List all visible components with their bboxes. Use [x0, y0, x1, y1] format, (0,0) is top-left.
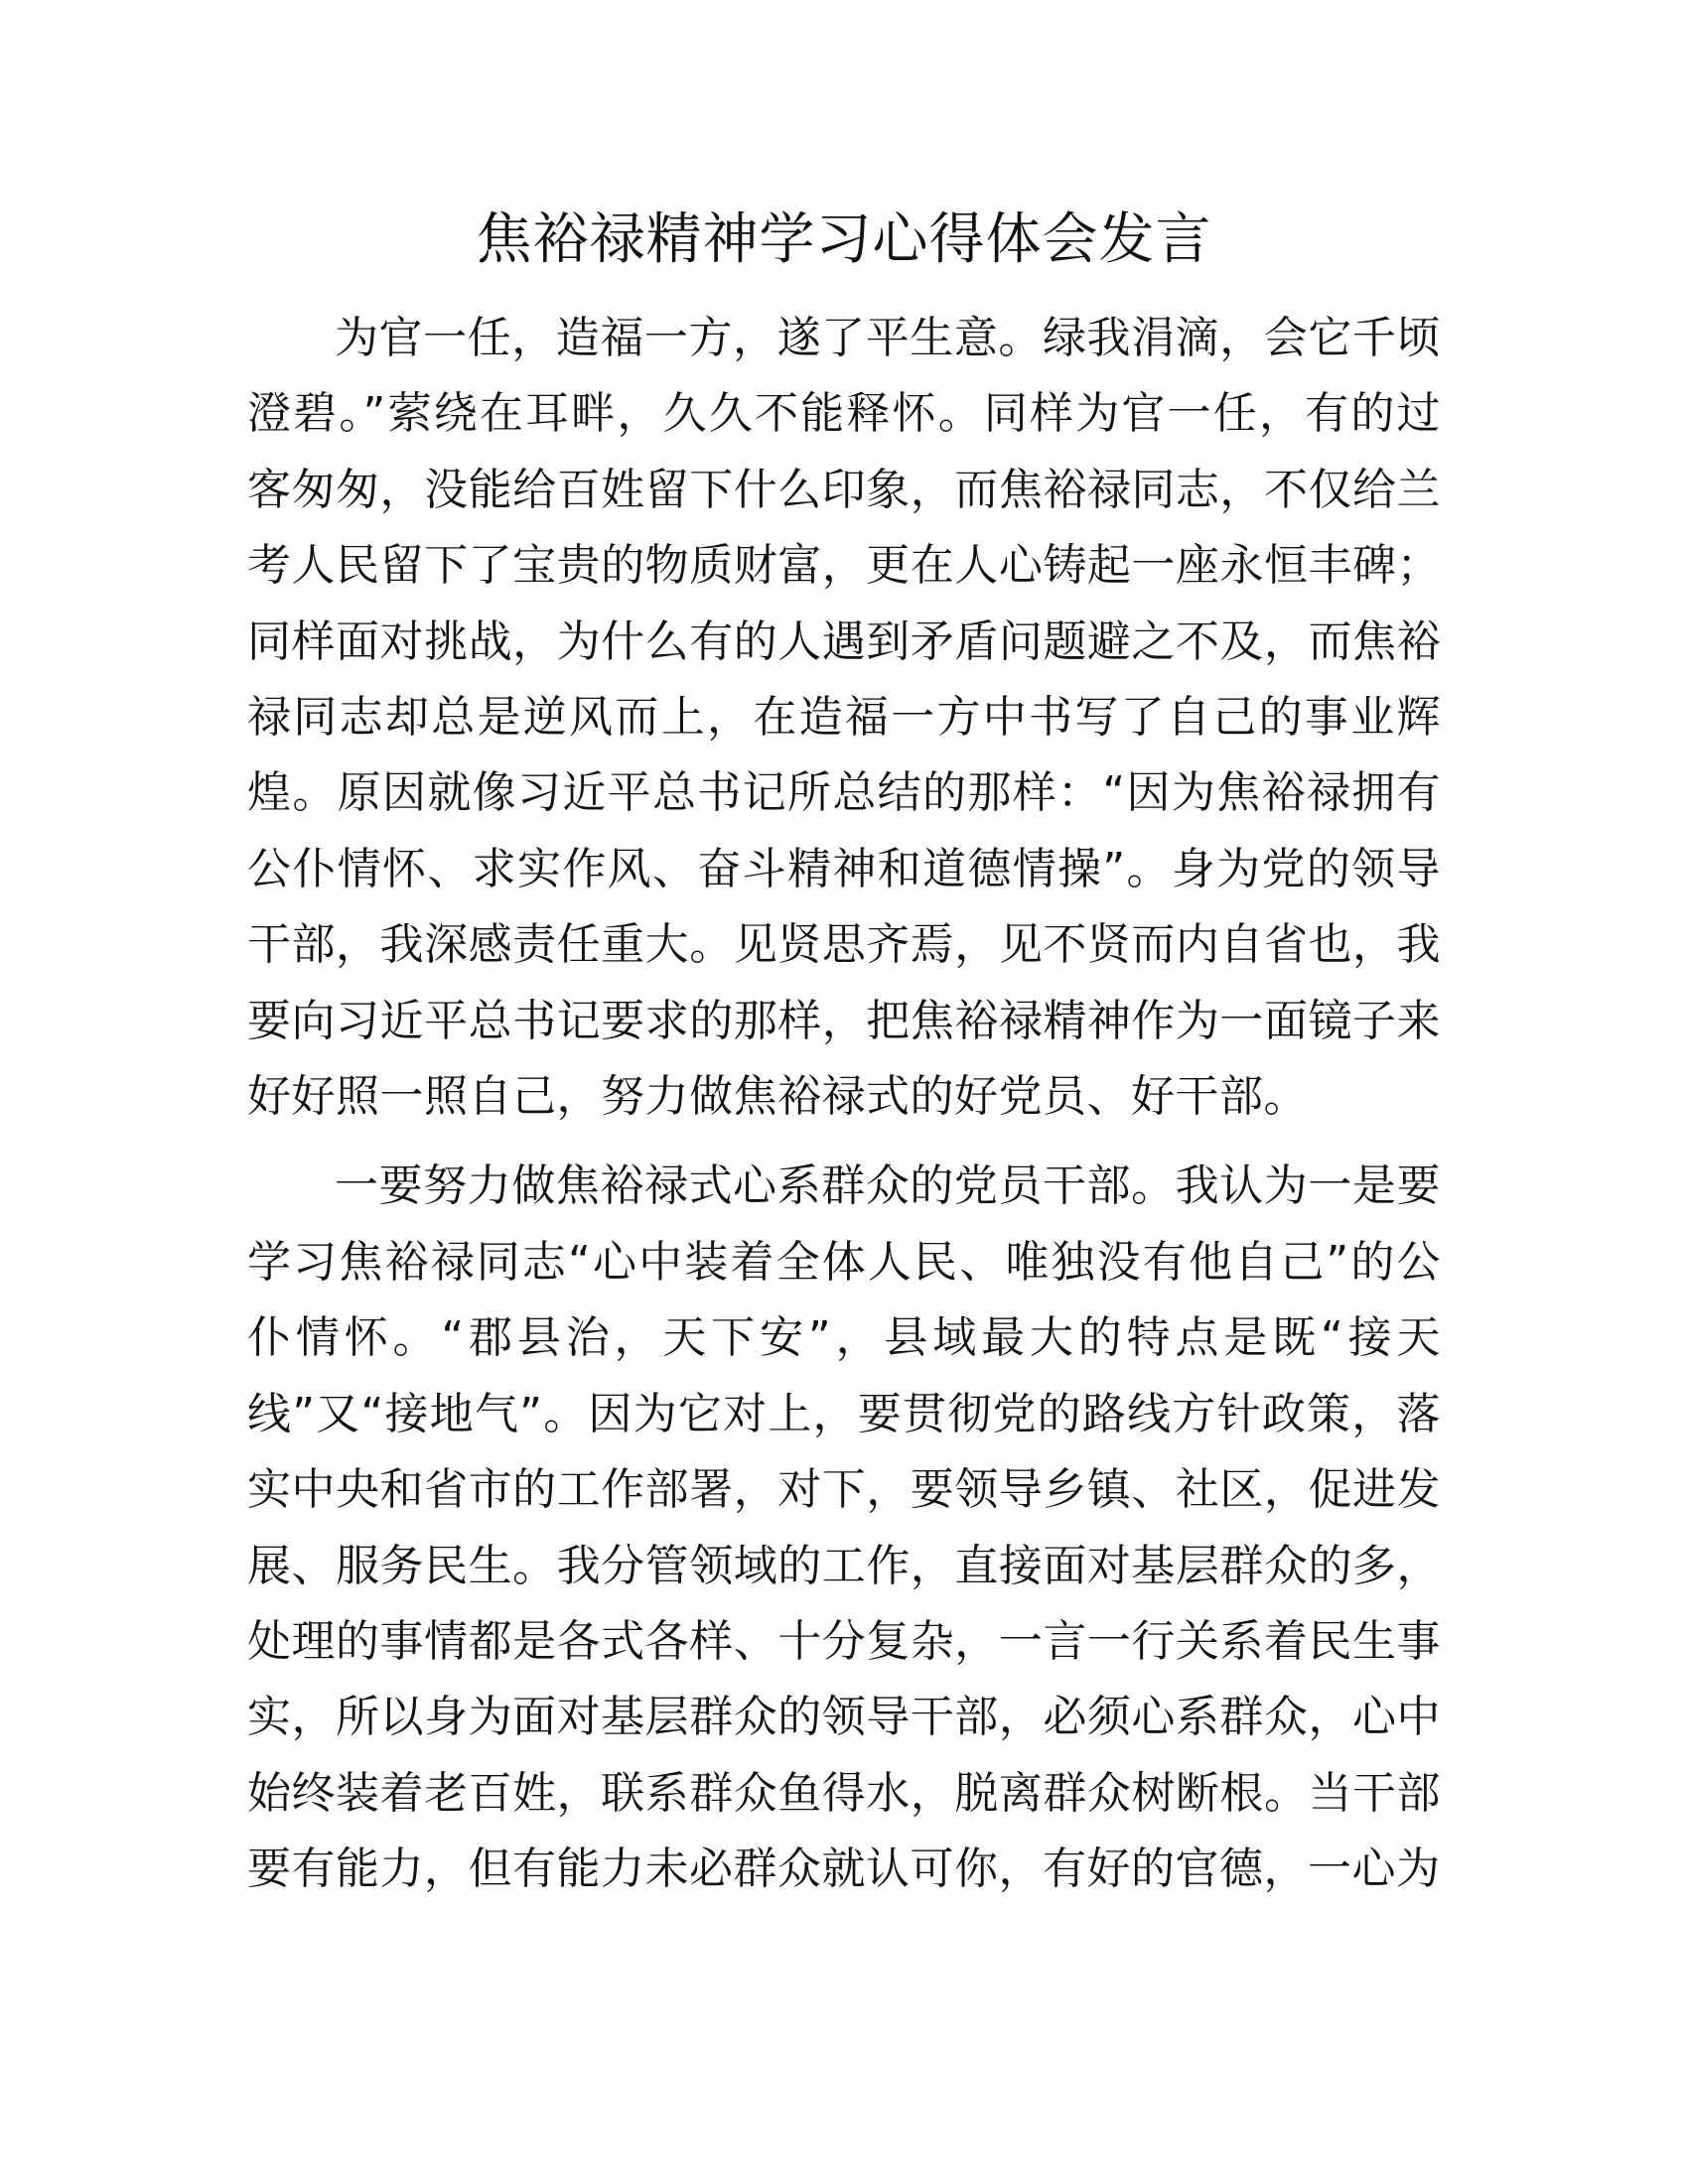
document-title: 焦裕禄精神学习心得体会发言 [476, 207, 1212, 272]
paragraph: 为官一任，造福一方，遂了平生意。绿我涓滴，会它千顷澄碧。”萦绕在耳畔，久久不能释怀。同样为官一任，有的过客匆匆，没能给百姓留下什么印象，而焦裕禄同志，不仅给兰考人民留下了宝贵的物质财富，更在人心铸起一座永恒丰碑；同样面对挑战，为什么有的人遇到矛盾问题避之不及，而焦裕禄同志却总是逆风而上，在造福一方中书写了自己的事业辉煌。原因就像习近平总书记所总结的那样：“因为焦裕禄拥有公仆情怀、求实作风、奋斗精神和道德情操”。身为党的领导干部，我深感责任重大。见贤思齐焉，见不贤而内自省也，我要向习近平总书记要求的那样，把焦裕禄精神作为一面镜子来好好照一照自己，努力做焦裕禄式的好党员、好干部。 [247, 313, 1441, 1123]
document-body [247, 301, 1441, 1908]
paragraph: 一要努力做焦裕禄式心系群众的党员干部。我认为一是要学习焦裕禄同志“心中装着全体人民、唯独没有他自己”的公仆情怀。“郡县治，天下安”，县域最大的特点是既“接天线”又“接地气”。因为它对上，要贯彻党的路线方针政策，落实中央和省市的工作部署，对下，要领导乡镇、社区，促进发展、服务民生。我分管领域的工作，直接面对基层群众的多，处理的事情都是各式各样、十分复杂，一言一行关系着民生事实，所以身为面对基层群众的领导干部，必须心系群众，心中始终装着老百姓，联系群众鱼得水，脱离群众树断根。当干部要有能力，但有能力未必群众就认可你，有好的官德，一心为 [247, 1160, 1441, 1895]
